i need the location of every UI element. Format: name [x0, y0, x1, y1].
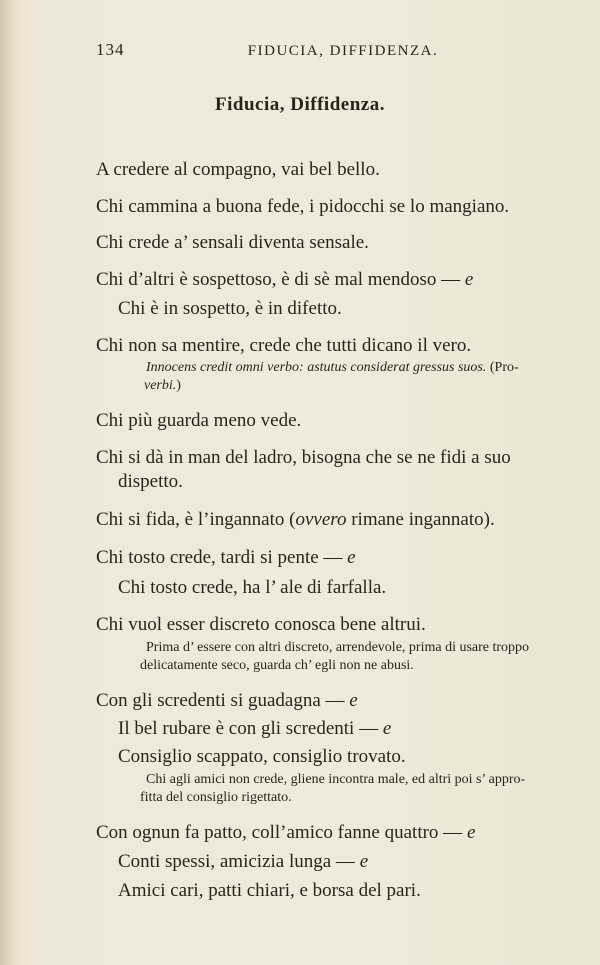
- proverb-text: Conti spessi, amicizia lunga —: [118, 851, 355, 872]
- proverb-line: [96, 717, 546, 741]
- connector-e: e: [359, 851, 369, 872]
- proverb-line: Chi crede a’ sensali diventa sensale.: [96, 232, 369, 253]
- note-text: verbi.: [144, 378, 177, 393]
- note-text: ): [176, 378, 181, 393]
- proverb-line: [96, 546, 546, 570]
- connector-e: e: [382, 718, 392, 739]
- proverb-line: dispetto.: [118, 471, 183, 492]
- proverb-line: [96, 508, 546, 532]
- proverb-text-italic: ovvero: [295, 509, 347, 530]
- proverb-text: Chi si fida, è l’ingannato (: [96, 509, 296, 530]
- proverb-line: Chi tosto crede, ha l’ ale di farfalla.: [118, 577, 387, 598]
- connector-e: e: [464, 269, 474, 290]
- proverb-line: [96, 689, 546, 713]
- proverb-text: Con gli scredenti si guadagna —: [96, 690, 345, 711]
- proverb-line: A credere al compagno, vai bel bello.: [96, 159, 380, 180]
- latin-quote: Innocens credit omni verbo: astutus considerat gressus suos.: [146, 360, 487, 375]
- note-line: Chi agli amici non crede, gliene incontra male, ed altri poi s’ appro-: [146, 772, 526, 787]
- proverb-list: [96, 158, 546, 903]
- proverb-text: rimane ingannato).: [346, 509, 495, 530]
- section-title: Fiducia, Diffidenza.: [215, 94, 385, 115]
- note-line: [96, 377, 546, 395]
- page-gutter-shadow: [0, 0, 14, 965]
- note-line: Prima d’ essere con altri discreto, arrendevole, prima di usare troppo: [146, 640, 530, 655]
- proverb-line: Chi vuol esser discreto conosca bene altrui.: [96, 614, 426, 635]
- proverb-text: Con ognun fa patto, coll’amico fanne quattro —: [96, 822, 463, 843]
- running-head: FIDUCIA, DIFFIDENZA.: [247, 43, 439, 59]
- note-text: (Pro-: [489, 360, 519, 375]
- proverb-line: Consiglio scappato, consiglio trovato.: [118, 746, 406, 767]
- note-line: fitta del consiglio rigettato.: [140, 790, 292, 805]
- note-line: [96, 359, 546, 377]
- connector-e: e: [347, 547, 356, 568]
- proverb-line: [96, 821, 546, 845]
- note-line: delicatamente seco, guarda ch’ egli non ne abusi.: [140, 658, 414, 673]
- proverb-text: Chi tosto crede, tardi si pente —: [96, 547, 343, 568]
- page-header: [96, 40, 540, 60]
- proverb-text: Il bel rubare è con gli scredenti —: [118, 718, 379, 739]
- proverb-text: Chi d’altri è sospettoso, è di sè mal mendoso —: [96, 269, 461, 290]
- proverb-line: Chi è in sospetto, è in difetto.: [118, 298, 342, 319]
- proverb-line: Amici cari, patti chiari, e borsa del pari.: [118, 880, 421, 901]
- connector-e: e: [349, 690, 358, 711]
- proverb-line: [96, 268, 546, 292]
- connector-e: e: [466, 822, 476, 843]
- proverb-line: Chi non sa mentire, crede che tutti dicano il vero.: [96, 335, 472, 356]
- proverb-line: Chi più guarda meno vede.: [96, 410, 302, 431]
- proverb-line: Chi cammina a buona fede, i pidocchi se lo mangiano.: [96, 196, 510, 217]
- page-number: 134: [96, 40, 125, 59]
- proverb-line: Chi si dà in man del ladro, bisogna che se ne fidi a suo: [96, 447, 511, 468]
- proverb-line: [96, 850, 546, 874]
